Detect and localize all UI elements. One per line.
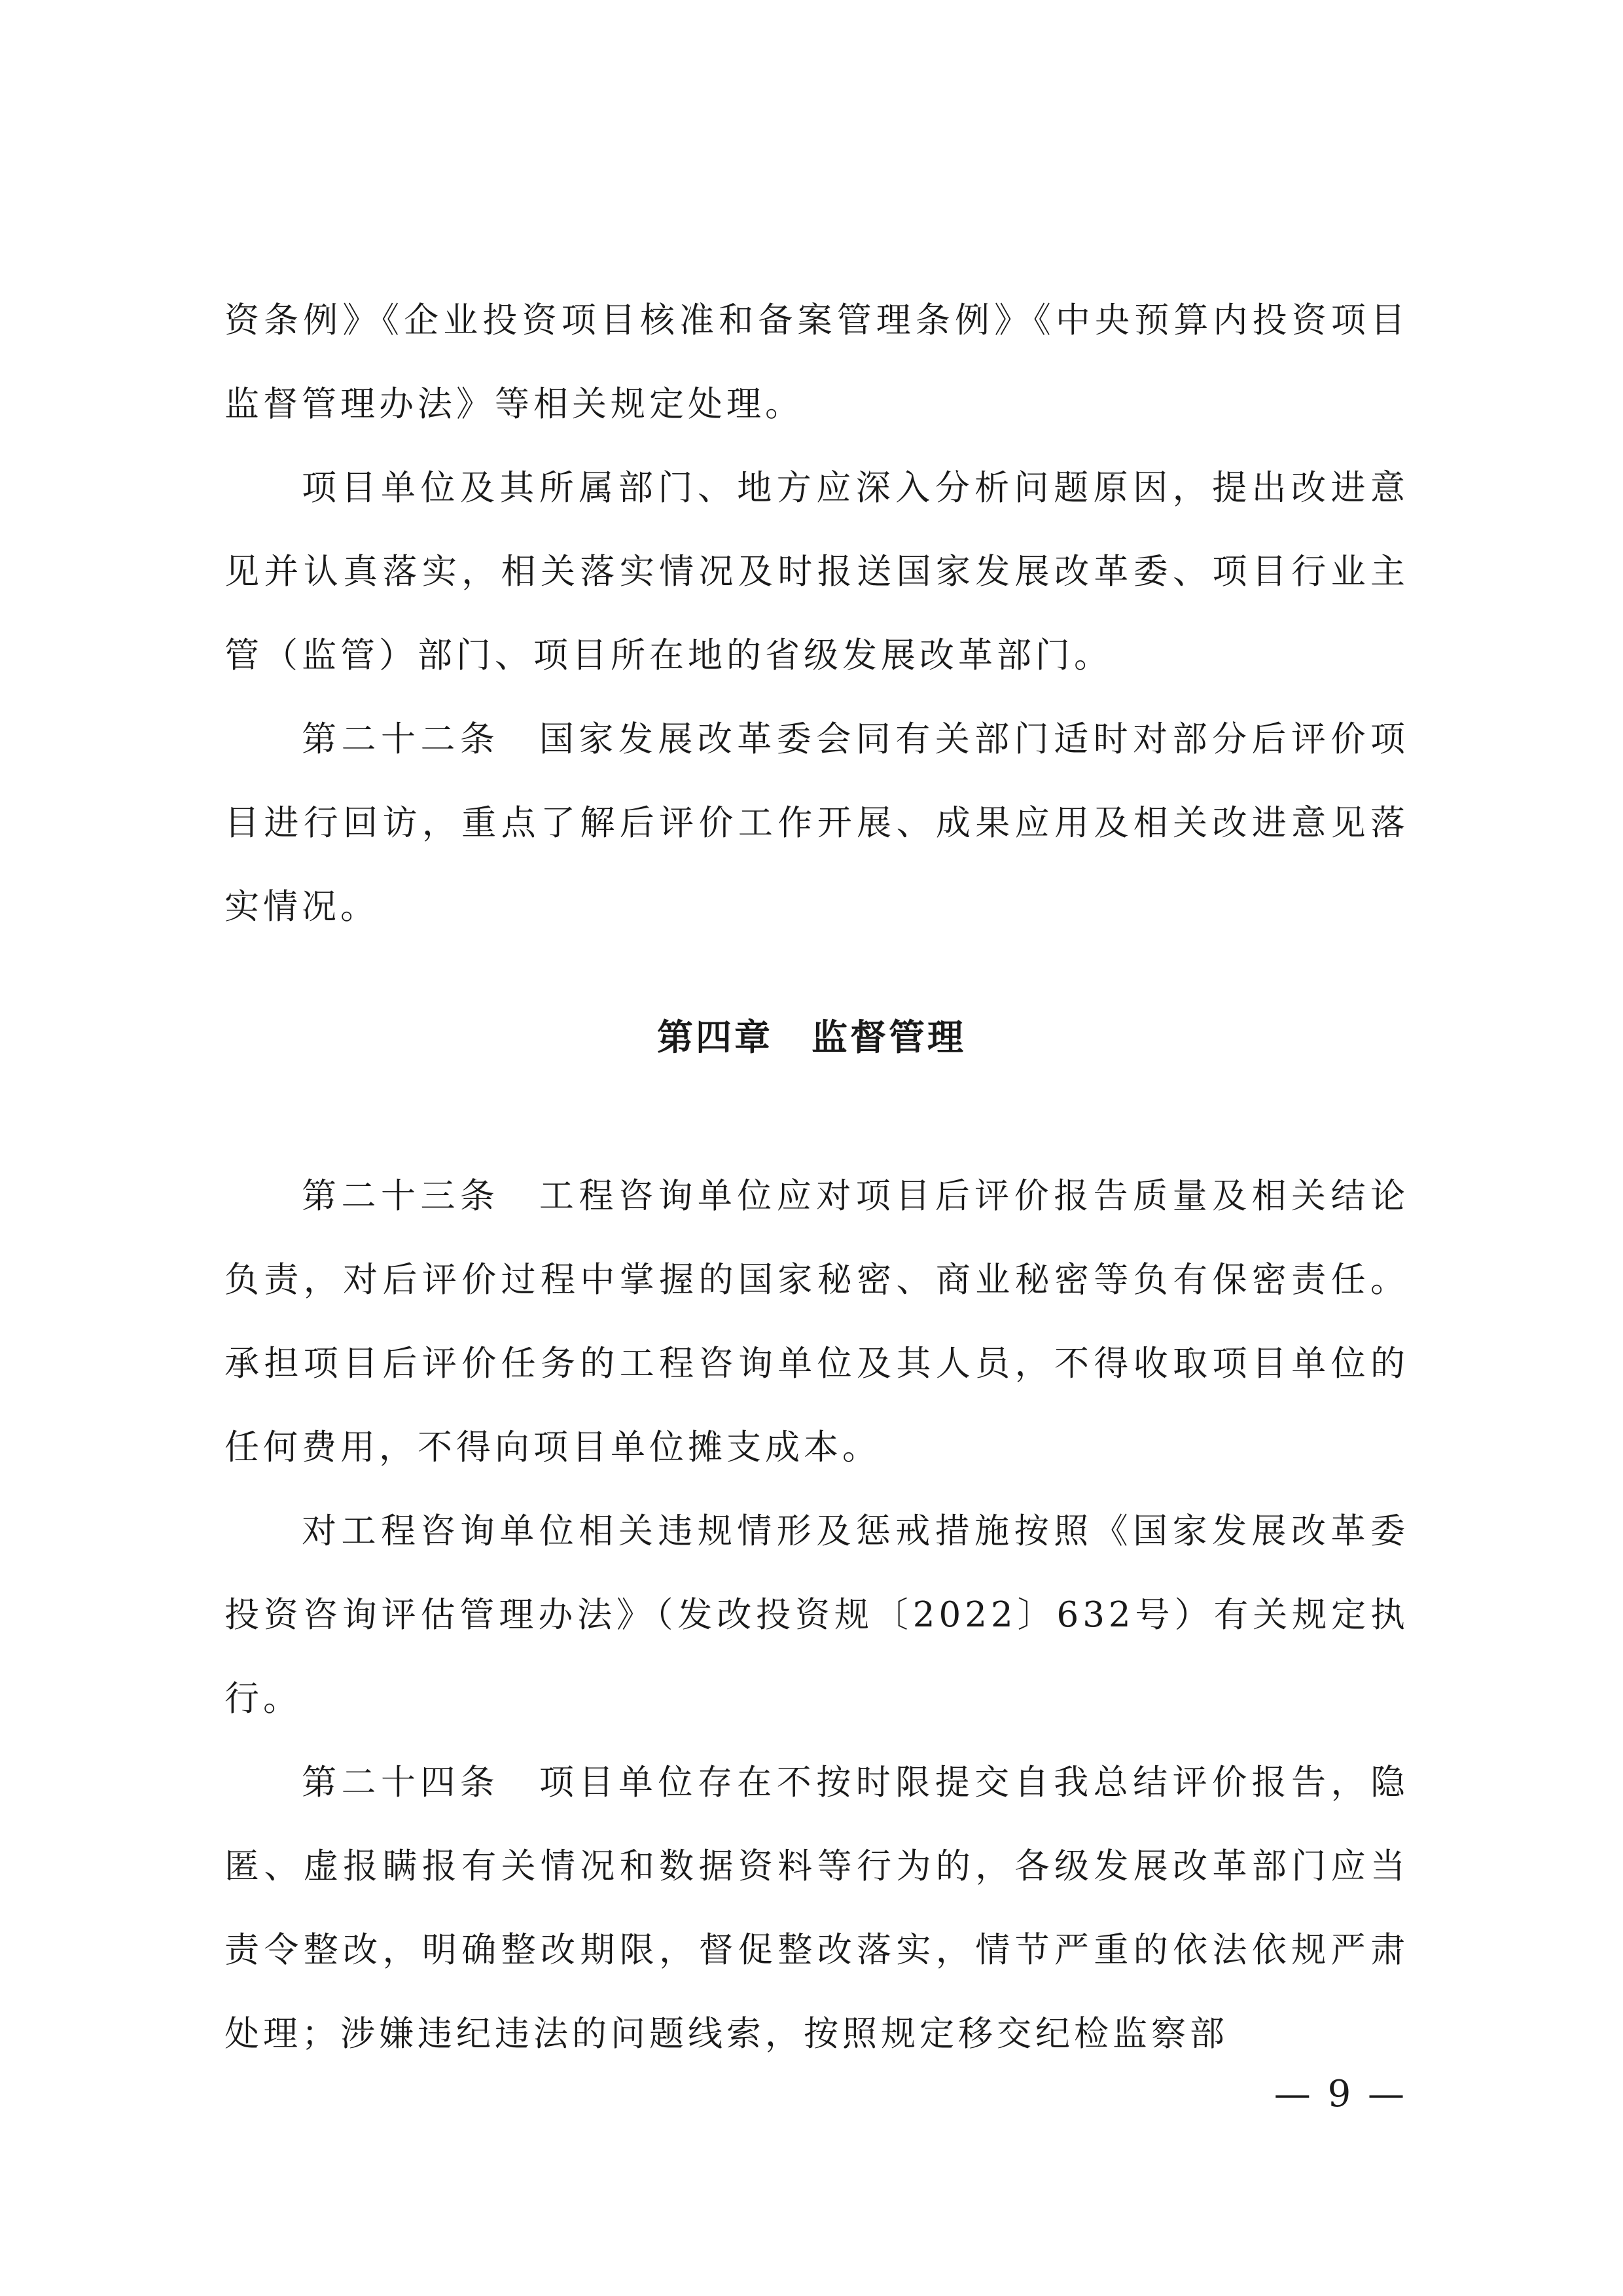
article-22: 第二十二条 国家发展改革委会同有关部门适时对部分后评价项目进行回访，重点了解后评价工作开展、成果应用及相关改进意见落实情况。	[224, 719, 1409, 927]
article-23: 第二十三条 工程咨询单位应对项目后评价报告质量及相关结论负责，对后评价过程中掌握的国家秘密、商业秘密等负有保密责任。承担项目后评价任务的工程咨询单位及其人员，不得收取项目单位的任何费用，不得向项目单位摊支成本。	[224, 1176, 1409, 1467]
section-before-chapter	[224, 279, 1409, 949]
paragraph-continuation: 资条例》《企业投资项目核准和备案管理条例》《中央预算内投资项目监督管理办法》等相关规定处理。	[224, 300, 1409, 424]
article-24: 第二十四条 项目单位存在不按时限提交自我总结评价报告，隐匿、虚报瞒报有关情况和数据资料等行为的，各级发展改革部门应当责令整改，明确整改期限，督促整改落实，情节严重的依法依规严肃处理；涉嫌违纪违法的问题线索，按照规定移交纪检监察部	[224, 1763, 1409, 2054]
paragraph-penalty: 对工程咨询单位相关违规情形及惩戒措施按照《国家发展改革委投资咨询评估管理办法》（发改投资规〔2022〕632号）有关规定执行。	[224, 1511, 1409, 1719]
section-after-chapter	[224, 1155, 1409, 2076]
paragraph-improvement: 项目单位及其所属部门、地方应深入分析问题原因，提出改进意见并认真落实，相关落实情况及时报送国家发展改革委、项目行业主管（监管）部门、项目所在地的省级发展改革部门。	[224, 468, 1409, 675]
chapter-heading: 第四章 监督管理	[656, 1016, 966, 1058]
page-number: — 9 —	[1274, 2073, 1407, 2115]
